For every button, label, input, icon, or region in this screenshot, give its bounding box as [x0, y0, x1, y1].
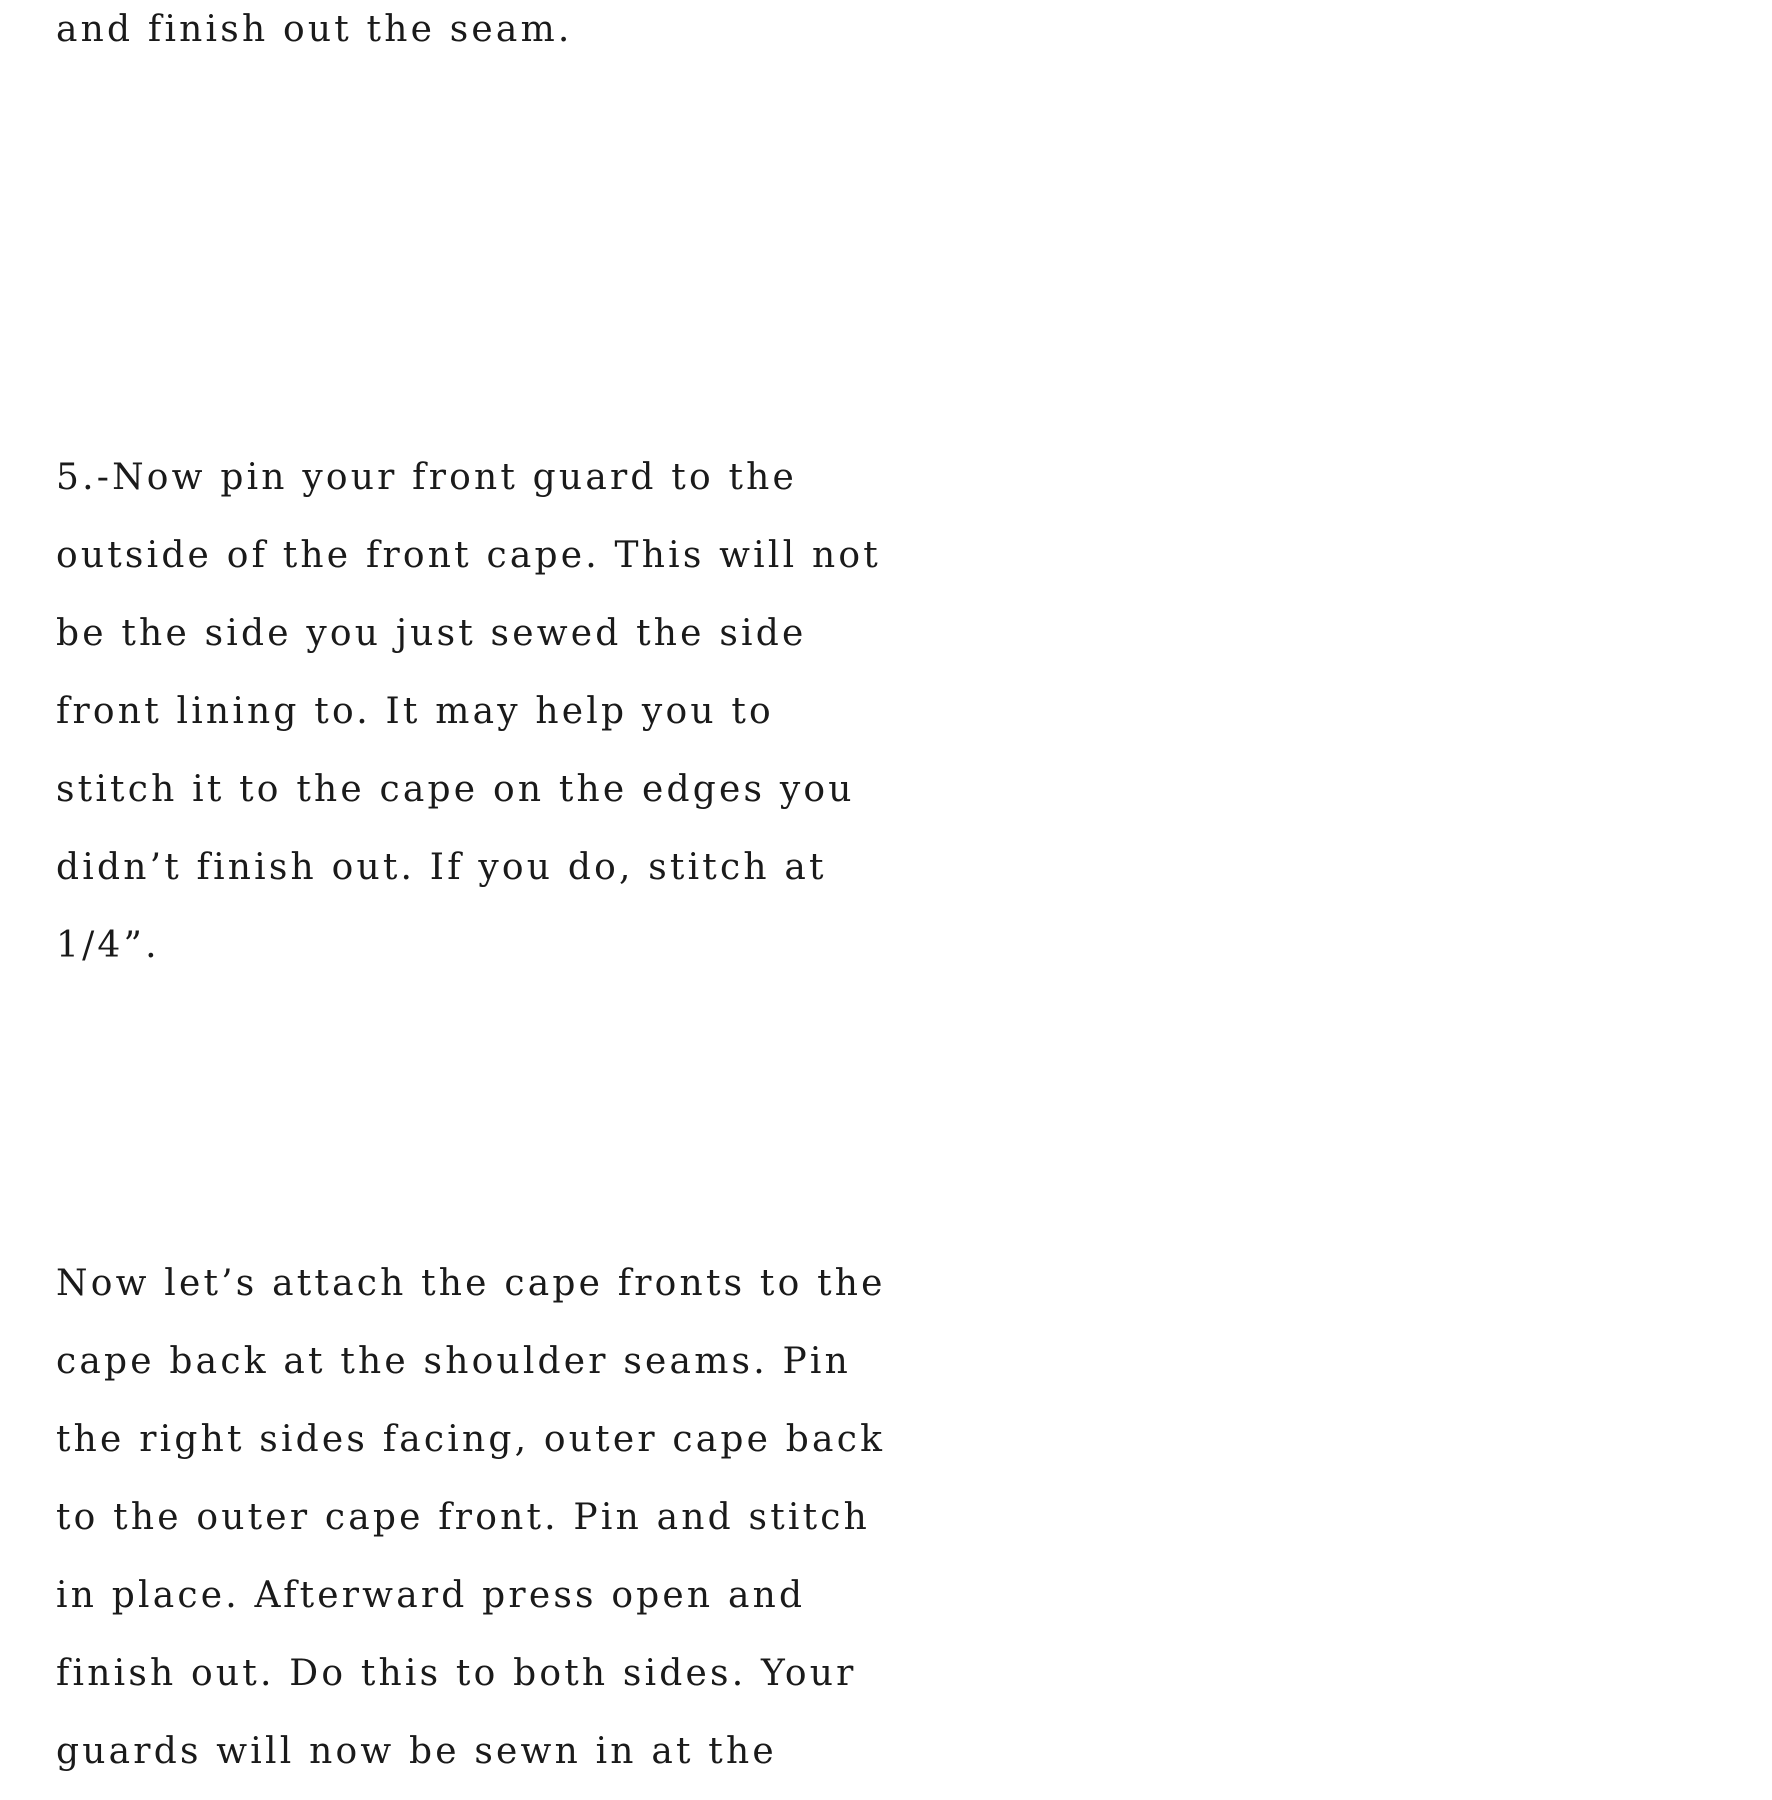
- text-line: didn’t finish out. If you do, stitch at: [56, 847, 827, 888]
- text-line: Now let’s attach the cape fronts to the: [56, 1263, 886, 1304]
- text-line: cape back at the shoulder seams. Pin: [56, 1341, 852, 1382]
- text-line: 1/4”.: [56, 925, 160, 966]
- text-line: front lining to. It may help you to: [56, 691, 774, 732]
- text-line: in place. Afterward press open and: [56, 1575, 806, 1616]
- text-line: to the outer cape front. Pin and stitch: [56, 1497, 871, 1538]
- text-line: finish out. Do this to both sides. Your: [56, 1653, 857, 1694]
- text-line: guards will now be sewn in at the: [56, 1731, 777, 1772]
- text-line: the right sides facing, outer cape back: [56, 1419, 886, 1460]
- text-line: and finish out the seam.: [56, 9, 573, 50]
- text-line: be the side you just sewed the side: [56, 613, 807, 654]
- text-line: 5.-Now pin your front guard to the: [56, 457, 798, 498]
- text-line: outside of the front cape. This will not: [56, 535, 881, 576]
- text-line: stitch it to the cape on the edges you: [56, 769, 855, 810]
